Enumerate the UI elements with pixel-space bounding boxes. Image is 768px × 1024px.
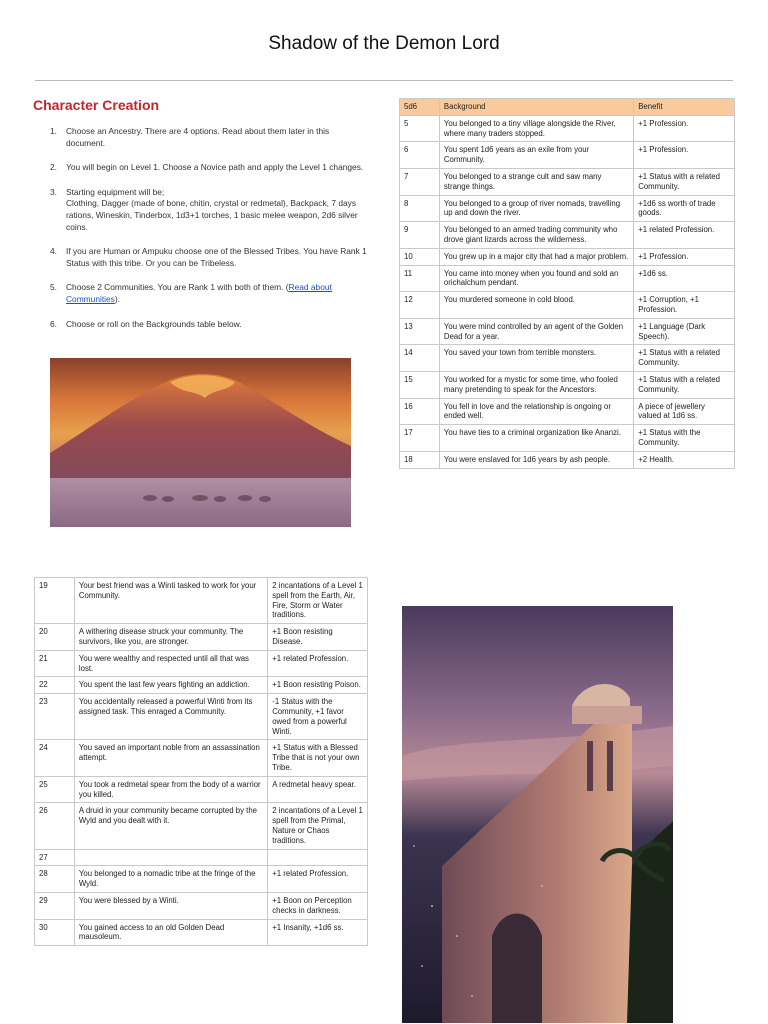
benefit-cell: +1d6 ss.: [634, 265, 735, 292]
roll-cell: 23: [35, 694, 75, 740]
list-item: [33, 282, 368, 305]
background-cell: You spent 1d6 years as an exile from your Community.: [439, 142, 633, 169]
benefit-cell: +1 related Profession.: [634, 222, 735, 249]
table-row: [35, 694, 368, 740]
benefit-cell: +1 Corruption, +1 Profession.: [634, 292, 735, 319]
benefit-cell: [268, 849, 368, 866]
background-cell: You belonged to a group of river nomads, travelling up and down the river.: [439, 195, 633, 222]
table-row: [35, 866, 368, 893]
benefit-cell: +2 Health.: [634, 451, 735, 468]
background-cell: [74, 849, 267, 866]
background-cell: You belonged to a nomadic tribe at the fringe of the Wyld.: [74, 866, 267, 893]
column-header-roll: 5d6: [400, 99, 440, 116]
roll-cell: 18: [400, 451, 440, 468]
benefit-cell: +1 Status with a related Community.: [634, 345, 735, 372]
roll-cell: 13: [400, 318, 440, 345]
table-row: [400, 398, 735, 425]
benefit-cell: -1 Status with the Community, +1 favor owed from a powerful Winti.: [268, 694, 368, 740]
benefit-cell: +1d6 ss worth of trade goods.: [634, 195, 735, 222]
roll-cell: 6: [400, 142, 440, 169]
roll-cell: 30: [35, 919, 75, 946]
background-cell: You murdered someone in cold blood.: [439, 292, 633, 319]
roll-cell: 28: [35, 866, 75, 893]
step-number: 4.: [50, 246, 57, 257]
roll-cell: 14: [400, 345, 440, 372]
benefit-cell: A piece of jewellery valued at 1d6 ss.: [634, 398, 735, 425]
background-cell: You grew up in a major city that had a major problem.: [439, 248, 633, 265]
roll-cell: 27: [35, 849, 75, 866]
benefit-cell: +1 Status with the Community.: [634, 425, 735, 452]
step-text-equipment: Clothing, Dagger (made of bone, chitin, crystal or redmetal), Backpack, 7 days rations, Wineskin, Tinderbox, 1d3+1 torches, 1 basic melee weapon, 2d6 silver coins.: [66, 198, 358, 232]
temple-night-image: [402, 606, 673, 1023]
benefit-cell: +1 Status with a Blessed Tribe that is not your own Tribe.: [268, 740, 368, 776]
table-row: [35, 624, 368, 651]
backgrounds-table-part-2: [34, 577, 368, 946]
step-text: Choose an Ancestry. There are 4 options. Read about them later in this document.: [66, 126, 330, 148]
step-text-after: ).: [114, 293, 120, 304]
table-row: [400, 248, 735, 265]
background-cell: You were enslaved for 1d6 years by ash people.: [439, 451, 633, 468]
step-text: Starting equipment will be;: [66, 186, 165, 197]
roll-cell: 5: [400, 115, 440, 142]
roll-cell: 29: [35, 892, 75, 919]
background-cell: You belonged to a strange cult and saw many strange things.: [439, 168, 633, 195]
roll-cell: 24: [35, 740, 75, 776]
table-row: [400, 292, 735, 319]
benefit-cell: +1 Status with a related Community.: [634, 371, 735, 398]
backgrounds-table-part-1: [399, 98, 735, 469]
benefit-cell: +1 Boon on Perception checks in darkness.: [268, 892, 368, 919]
table-row: [400, 451, 735, 468]
step-text: Choose 2 Communities. You are Rank 1 with both of them. (: [66, 282, 289, 293]
background-cell: A withering disease struck your community. The survivors, like you, are stronger.: [74, 624, 267, 651]
table-row: [400, 371, 735, 398]
background-cell: You saved your town from terrible monsters.: [439, 345, 633, 372]
benefit-cell: +1 Profession.: [634, 115, 735, 142]
table-row: [35, 740, 368, 776]
step-number: 6.: [50, 318, 57, 329]
table-row: [35, 776, 368, 803]
background-cell: You were wealthy and respected until all that was lost.: [74, 650, 267, 677]
roll-cell: 16: [400, 398, 440, 425]
list-item: [33, 162, 368, 174]
background-cell: You gained access to an old Golden Dead mausoleum.: [74, 919, 267, 946]
background-cell: You belonged to an armed trading community who drove giant lizards across the wilderness.: [439, 222, 633, 249]
table-row: [400, 115, 735, 142]
roll-cell: 17: [400, 425, 440, 452]
roll-cell: 8: [400, 195, 440, 222]
benefit-cell: +1 related Profession.: [268, 866, 368, 893]
benefit-cell: +1 related Profession.: [268, 650, 368, 677]
document-title: Shadow of the Demon Lord: [268, 33, 500, 54]
list-item: [33, 187, 368, 233]
list-item: [33, 319, 368, 331]
section-heading: Character Creation: [33, 97, 160, 113]
benefit-cell: A redmetal heavy spear.: [268, 776, 368, 803]
column-header-benefit: Benefit: [634, 99, 735, 116]
table-row: [35, 919, 368, 946]
roll-cell: 22: [35, 677, 75, 694]
background-cell: You belonged to a tiny village alongside the River, where many traders stopped.: [439, 115, 633, 142]
background-cell: You worked for a mystic for some time, who fooled many pretending to speak for the Ancestors.: [439, 371, 633, 398]
table-row: [400, 222, 735, 249]
background-cell: You took a redmetal spear from the body of a warrior you killed.: [74, 776, 267, 803]
background-cell: A druid in your community became corrupted by the Wyld and you dealt with it.: [74, 803, 267, 849]
benefit-cell: 2 incantations of a Level 1 spell from the Primal, Nature or Chaos traditions.: [268, 803, 368, 849]
benefit-cell: +1 Insanity, +1d6 ss.: [268, 919, 368, 946]
step-text: If you are Human or Ampuku choose one of the Blessed Tribes. You have Rank 1 Status with this tribe. Or you can be Tribeless.: [66, 246, 367, 268]
table-row: [35, 849, 368, 866]
table-row: [35, 803, 368, 849]
roll-cell: 7: [400, 168, 440, 195]
table-row: [400, 345, 735, 372]
step-number: 1.: [50, 126, 57, 136]
benefit-cell: +1 Boon resisting Disease.: [268, 624, 368, 651]
benefit-cell: +1 Boon resisting Poison.: [268, 677, 368, 694]
roll-cell: 12: [400, 292, 440, 319]
step-number: 5.: [50, 282, 57, 293]
table-row: [400, 195, 735, 222]
roll-cell: 19: [35, 578, 75, 624]
benefit-cell: +1 Language (Dark Speech).: [634, 318, 735, 345]
table-row: [35, 578, 368, 624]
table-row: [400, 265, 735, 292]
background-cell: You have ties to a criminal organization like Ananzi.: [439, 425, 633, 452]
background-cell: You were blessed by a Winti.: [74, 892, 267, 919]
roll-cell: 20: [35, 624, 75, 651]
step-text: Choose or roll on the Backgrounds table below.: [66, 318, 242, 329]
step-number: 2.: [50, 162, 57, 173]
table-row: [400, 142, 735, 169]
mountain-landscape-image: [50, 358, 351, 527]
creation-steps-list: [33, 126, 368, 343]
step-number: 3.: [50, 186, 57, 197]
benefit-cell: 2 incantations of a Level 1 spell from the Earth, Air, Fire, Storm or Water traditions.: [268, 578, 368, 624]
background-cell: You were mind controlled by an agent of the Golden Dead for a year.: [439, 318, 633, 345]
benefit-cell: +1 Profession.: [634, 248, 735, 265]
roll-cell: 9: [400, 222, 440, 249]
background-cell: You spent the last few years fighting an addiction.: [74, 677, 267, 694]
table-row: [35, 677, 368, 694]
roll-cell: 26: [35, 803, 75, 849]
roll-cell: 10: [400, 248, 440, 265]
table-row: [400, 425, 735, 452]
background-cell: You fell in love and the relationship is ongoing or ended well.: [439, 398, 633, 425]
roll-cell: 25: [35, 776, 75, 803]
communities-link[interactable]: Read about Communities: [66, 282, 332, 304]
background-cell: You saved an important noble from an assassination attempt.: [74, 740, 267, 776]
column-header-background: Background: [439, 99, 633, 116]
background-cell: You came into money when you found and sold an orichalchum pendant.: [439, 265, 633, 292]
list-item: [33, 126, 368, 149]
table-row: [400, 168, 735, 195]
list-item: [33, 246, 368, 269]
benefit-cell: +1 Profession.: [634, 142, 735, 169]
table-row: [35, 892, 368, 919]
roll-cell: 11: [400, 265, 440, 292]
table-header-row: [400, 99, 735, 116]
benefit-cell: +1 Status with a related Community.: [634, 168, 735, 195]
title-divider: [35, 80, 733, 81]
step-text: You will begin on Level 1. Choose a Novice path and apply the Level 1 changes.: [66, 162, 364, 173]
roll-cell: 15: [400, 371, 440, 398]
background-cell: Your best friend was a Winti tasked to work for your Community.: [74, 578, 267, 624]
table-row: [400, 318, 735, 345]
roll-cell: 21: [35, 650, 75, 677]
background-cell: You accidentally released a powerful Winti from its assigned task. This enraged a Community.: [74, 694, 267, 740]
table-row: [35, 650, 368, 677]
